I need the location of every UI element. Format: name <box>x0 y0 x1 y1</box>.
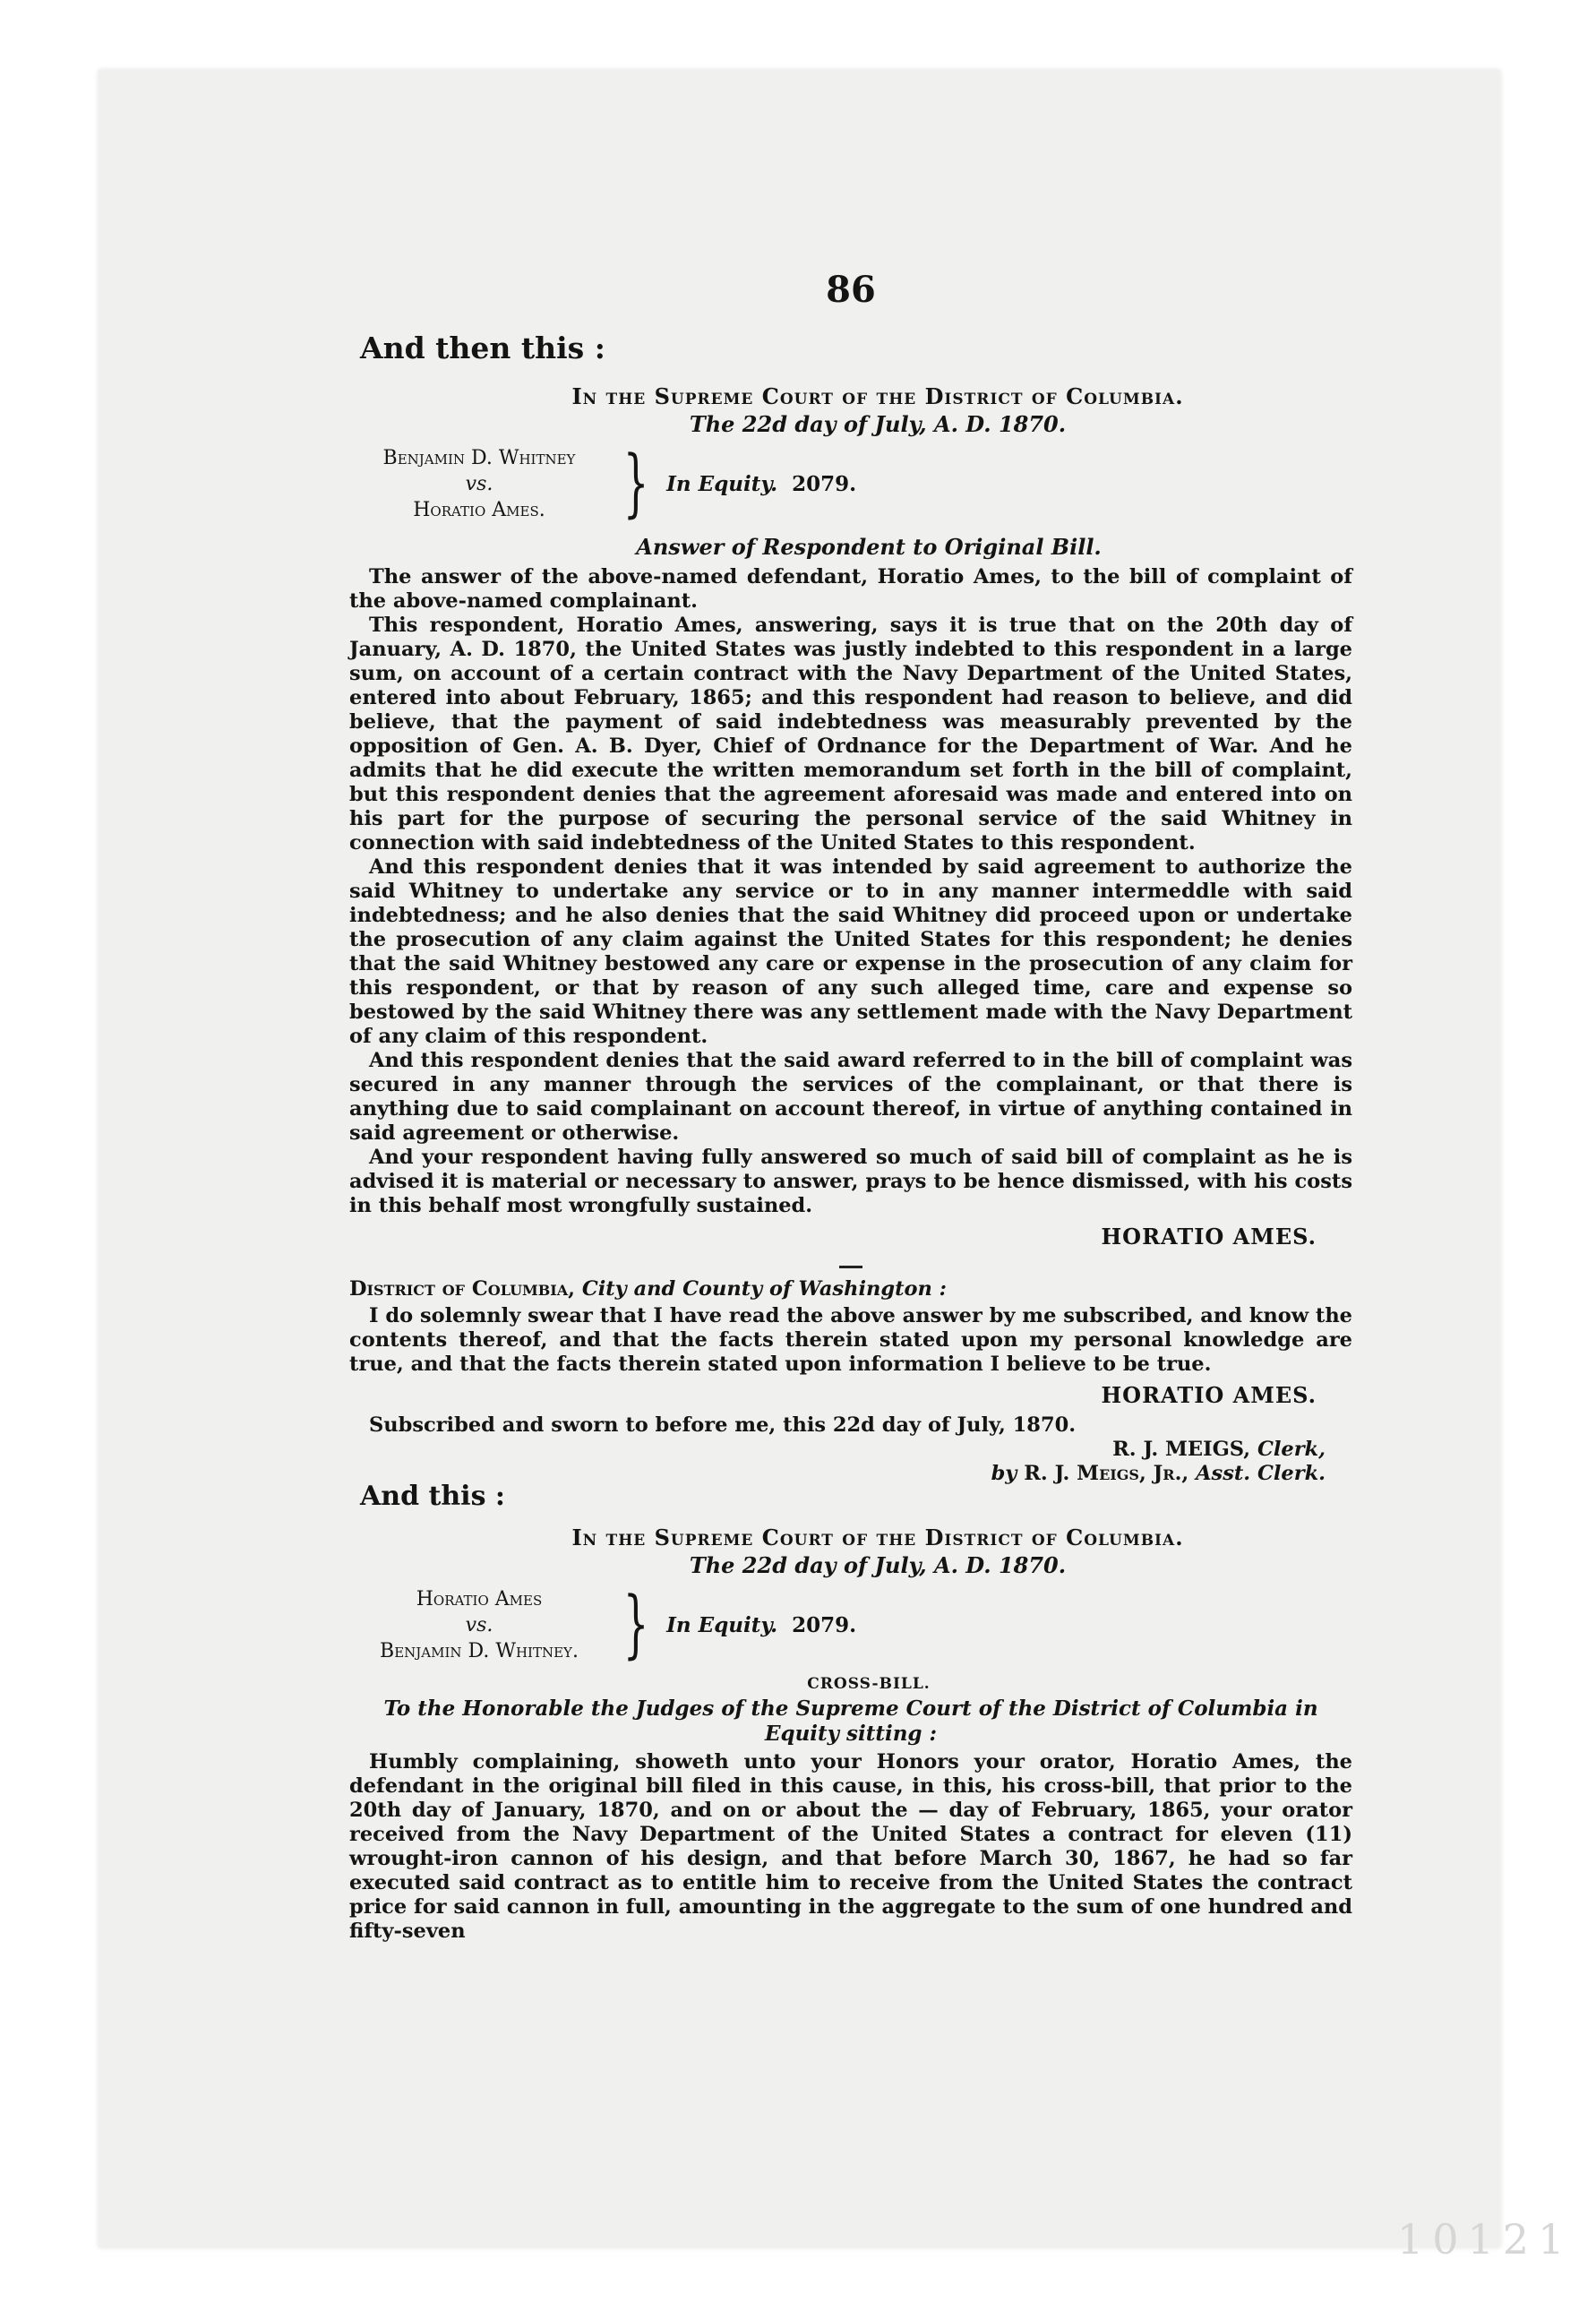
paragraph: The answer of the above-named defendant, Horatio Ames, to the bill of complaint of the above-named complainant. <box>349 565 1352 613</box>
party-complainant: Benjamin D. Whitney <box>382 446 576 469</box>
archive-stamp: 10121 <box>1397 2215 1574 2263</box>
page-number: 86 <box>826 269 876 311</box>
intro-line: And then this : <box>360 331 605 365</box>
case-date: The 22d day of July, A. D. 1870. <box>689 411 1067 437</box>
cross-bill-heading: CROSS-BILL. <box>807 1675 931 1693</box>
cross-bill-section <box>349 1525 1352 1944</box>
paragraph: This respondent, Horatio Ames, answering, says it is true that on the 20th day of January, A. D. 1870, the United States was justly indebted to this respondent in a large sum, on account of a certain contract with the Navy Department of the United States, entered into about February, 1865; and this respondent had reason to believe, and did believe, that the payment of said indebtedness was measurably prevented by the opposition of Gen. A. B. Dyer, Chief of Ordnance for the Department of War. And he admits that he did execute the written memorandum set forth in the bill of complaint, but this respondent denies that the agreement aforesaid was made and entered into on his part for the purpose of securing the personal service of the said Whitney in connection with said indebtedness of the United States to this respondent. <box>349 614 1352 855</box>
party-respondent: Benjamin D. Whitney. <box>380 1639 579 1662</box>
versus-label: vs. <box>465 1613 493 1636</box>
affidavit-venue: District of Columbia, City and County of Washington : <box>349 1277 947 1301</box>
party-respondent: Horatio Ames. <box>413 498 545 521</box>
equity-label: In Equity. 2079. <box>666 471 857 496</box>
signature: HORATIO AMES. <box>1101 1224 1317 1250</box>
brace-glyph: } <box>622 1582 649 1667</box>
clerk-signature: R. J. MEIGS, Clerk, <box>1112 1438 1326 1461</box>
case-parties <box>349 1586 609 1664</box>
document-text <box>349 269 1352 1944</box>
addressee: To the Honorable the Judges of the Supreme Court of the District of Columbia in Equity sitting : <box>383 1696 1318 1746</box>
paragraph: And this respondent denies that the said award referred to in the bill of complaint was secured in any manner through the services of the complainant, or that there is anything due to said complainant on account thereof, in virtue of anything contained in said agreement or otherwise. <box>349 1049 1352 1145</box>
affidavit-text: I do solemnly swear that I have read the above answer by me subscribed, and know the contents thereof, and that the facts therein stated upon my personal knowledge are true, and that the facts therein stated upon information I believe to be true. <box>349 1304 1352 1376</box>
paragraph: And your respondent having fully answered so much of said bill of complaint as he is advised it is material or necessary to answer, prays to be hence dismissed, with his costs in this behalf most wrongfully sustained. <box>349 1146 1352 1217</box>
versus-label: vs. <box>465 472 493 495</box>
intro-line-2: And this : <box>360 1481 505 1512</box>
brace-glyph: } <box>622 441 649 526</box>
case-date: The 22d day of July, A. D. 1870. <box>689 1552 1067 1578</box>
affidavit-signature: HORATIO AMES. <box>1101 1382 1317 1408</box>
case-caption <box>349 1582 1352 1668</box>
court-heading: In the Supreme Court of the District of Columbia. <box>571 383 1184 409</box>
case-parties <box>349 445 609 523</box>
paragraph: And this respondent denies that it was intended by said agreement to authorize the said Whitney to undertake any service or to in any manner intermeddle with said indebtedness; and he also denies that the said Whitney did proceed upon or undertake the prosecution of any claim against the United States for this respondent; he denies that the said Whitney bestowed any care or expense in the prosecution of any claim for this respondent, or that by reason of any such alleged time, care and expense so bestowed by the said Whitney there was any settlement made with the Navy Department of any claim of this respondent. <box>349 855 1352 1048</box>
affidavit-section <box>349 1277 1352 1486</box>
paragraph: Humbly complaining, showeth unto your Honors your orator, Horatio Ames, the defendant in the original bill filed in this cause, in this, his cross-bill, that prior to the 20th day of January, 1870, and on or about the — day of February, 1865, your orator received from the Navy Department of the United States a contract for eleven (11) wrought-iron cannon of his design, and that before March 30, 1867, he had so far executed said contract as to entitle him to receive from the United States the contract price for said cannon in full, amounting in the aggregate to the sum of one hundred and fifty-seven <box>349 1750 1352 1943</box>
equity-label: In Equity. 2079. <box>666 1612 857 1637</box>
document-title: Answer of Respondent to Original Bill. <box>636 534 1102 560</box>
court-heading: In the Supreme Court of the District of Columbia. <box>571 1525 1184 1550</box>
party-complainant: Horatio Ames <box>416 1587 543 1610</box>
subscription-line: Subscribed and sworn to before me, this 22d day of July, 1870. <box>369 1413 1077 1437</box>
case-caption <box>349 441 1352 527</box>
section-divider <box>839 1266 862 1268</box>
answer-section <box>349 383 1352 1250</box>
assistant-clerk-signature: by R. J. Meigs, Jr., Asst. Clerk. <box>991 1462 1326 1485</box>
